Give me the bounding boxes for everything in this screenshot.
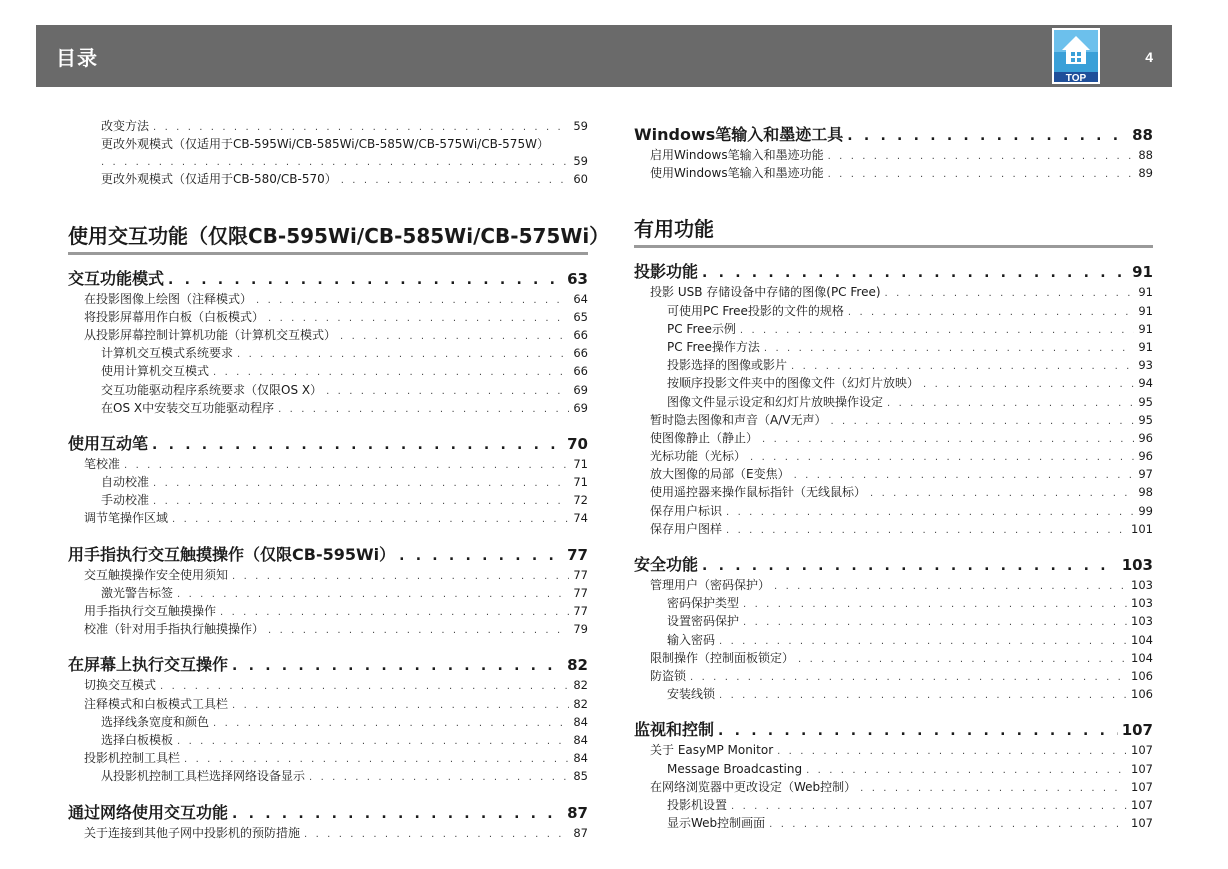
toc-entry[interactable]: 输入密码 . . . 104 bbox=[634, 632, 1153, 650]
toc-entry[interactable]: 放大图像的局部（E变焦） . . . 97 bbox=[634, 466, 1153, 484]
page-header bbox=[36, 25, 1172, 87]
toc-section-heading[interactable]: 安全功能 . . . 103 bbox=[634, 553, 1153, 577]
toc-entry[interactable]: 改变方法 . . . 59 bbox=[68, 118, 588, 136]
toc-left-column bbox=[68, 118, 610, 843]
toc-entry[interactable]: 保存用户图样 . . . 101 bbox=[634, 521, 1153, 539]
toc-entry[interactable]: 暂时隐去图像和声音（A/V无声） . . . 95 bbox=[634, 412, 1153, 430]
toc-section-heading[interactable]: Windows笔输入和墨迹工具 . . . 88 bbox=[634, 123, 1153, 147]
toc-entry[interactable]: 光标功能（光标） . . . 96 bbox=[634, 448, 1153, 466]
chapter-title: 使用交互功能（仅限CB-595Wi/CB-585Wi/CB-575Wi） bbox=[68, 220, 588, 255]
toc-entry[interactable]: 设置密码保护 . . . 103 bbox=[634, 613, 1153, 631]
toc-section-heading[interactable]: 通过网络使用交互功能 . . . 87 bbox=[68, 801, 588, 825]
toc-entry[interactable]: 关于连接到其他子网中投影机的预防措施 . . . 87 bbox=[68, 825, 588, 843]
toc-entry[interactable]: 投影 USB 存储设备中存储的图像(PC Free) . . . 91 bbox=[634, 284, 1153, 302]
toc-entry[interactable]: 校准（针对用手指执行触摸操作） . . . 79 bbox=[68, 621, 588, 639]
toc-entry[interactable]: 保存用户标识 . . . 99 bbox=[634, 503, 1153, 521]
toc-entry[interactable]: 选择白板模板 . . . 84 bbox=[68, 732, 588, 750]
toc-entry[interactable]: 使用计算机交互模式 . . . 66 bbox=[68, 363, 588, 381]
toc-entry[interactable]: 投影机设置 . . . 107 bbox=[634, 797, 1153, 815]
toc-entry[interactable]: 限制操作（控制面板锁定） . . . 104 bbox=[634, 650, 1153, 668]
toc-entry[interactable]: 投影机控制工具栏 . . . 84 bbox=[68, 750, 588, 768]
toc-entry[interactable]: 选择线条宽度和颜色 . . . 84 bbox=[68, 714, 588, 732]
toc-entry[interactable]: 在投影图像上绘图（注释模式） . . . 64 bbox=[68, 291, 588, 309]
chapter-title: 有用功能 bbox=[634, 213, 1153, 248]
toc-entry[interactable]: 计算机交互模式系统要求 . . . 66 bbox=[68, 345, 588, 363]
toc-entry[interactable]: 在网络浏览器中更改设定（Web控制） . . . 107 bbox=[634, 779, 1153, 797]
toc-entry[interactable]: 交互触摸操作安全使用须知 . . . 77 bbox=[68, 567, 588, 585]
top-label: TOP bbox=[1065, 73, 1087, 84]
toc-entry[interactable]: 从投影屏幕控制计算机功能（计算机交互模式） . . . 66 bbox=[68, 327, 588, 345]
toc-entry[interactable]: 更改外观模式（仅适用于CB-580/CB-570） . . . 60 bbox=[68, 171, 588, 189]
toc-entry[interactable]: 在OS X中安装交互功能驱动程序 . . . 69 bbox=[68, 400, 588, 418]
toc-entry[interactable]: 手动校准 . . . 72 bbox=[68, 492, 588, 510]
toc-section-heading[interactable]: 在屏幕上执行交互操作 . . . 82 bbox=[68, 653, 588, 677]
toc-section-heading[interactable]: 交互功能模式 . . . 63 bbox=[68, 267, 588, 291]
toc-entry[interactable]: 自动校准 . . . 71 bbox=[68, 474, 588, 492]
toc-entry[interactable]: 显示Web控制画面 . . . 107 bbox=[634, 815, 1153, 833]
toc-entry[interactable]: 关于 EasyMP Monitor . . . 107 bbox=[634, 742, 1153, 760]
toc-right-column bbox=[634, 123, 1153, 833]
toc-section-heading[interactable]: 用手指执行交互触摸操作（仅限CB-595Wi） . . . 77 bbox=[68, 543, 588, 567]
toc-entry[interactable]: 使用遥控器来操作鼠标指针（无线鼠标） . . . 98 bbox=[634, 484, 1153, 502]
toc-entry[interactable]: 使用Windows笔输入和墨迹功能 . . . 89 bbox=[634, 165, 1153, 183]
toc-sections bbox=[68, 267, 588, 843]
toc-entry[interactable]: 管理用户（密码保护） . . . 103 bbox=[634, 577, 1153, 595]
toc-entry[interactable]: 笔校准 . . . 71 bbox=[68, 456, 588, 474]
toc-entry[interactable]: 从投影机控制工具栏选择网络设备显示 . . . 85 bbox=[68, 768, 588, 786]
toc-entry[interactable]: 可使用PC Free投影的文件的规格 . . . 91 bbox=[634, 303, 1153, 321]
toc-section-heading[interactable]: 投影功能 . . . 91 bbox=[634, 260, 1153, 284]
toc-entry[interactable]: 用手指执行交互触摸操作 . . . 77 bbox=[68, 603, 588, 621]
toc-entry[interactable]: PC Free示例 . . . 91 bbox=[634, 321, 1153, 339]
home-icon bbox=[1052, 28, 1100, 84]
toc-entry[interactable]: Message Broadcasting . . . 107 bbox=[634, 761, 1153, 779]
toc-entry[interactable]: 注释模式和白板模式工具栏 . . . 82 bbox=[68, 696, 588, 714]
toc-entry[interactable]: 交互功能驱动程序系统要求（仅限OS X） . . . 69 bbox=[68, 382, 588, 400]
toc-entry[interactable]: 更改外观模式（仅适用于CB-595Wi/CB-585Wi/CB-585W/CB-575Wi/CB-575W） . . . 59 bbox=[68, 136, 588, 171]
toc-entry[interactable]: 激光警告标签 . . . 77 bbox=[68, 585, 588, 603]
page-title: 目录 bbox=[56, 46, 98, 70]
toc-section-heading[interactable]: 使用互动笔 . . . 70 bbox=[68, 432, 588, 456]
toc-entry[interactable]: 图像文件显示设定和幻灯片放映操作设定 . . . 95 bbox=[634, 394, 1153, 412]
toc-entry[interactable]: 启用Windows笔输入和墨迹功能 . . . 88 bbox=[634, 147, 1153, 165]
page-number: 4 bbox=[1145, 49, 1153, 65]
toc-sections bbox=[634, 260, 1153, 833]
toc-entry[interactable]: 调节笔操作区域 . . . 74 bbox=[68, 510, 588, 528]
toc-entry[interactable]: PC Free操作方法 . . . 91 bbox=[634, 339, 1153, 357]
top-button[interactable] bbox=[1052, 28, 1100, 84]
toc-entry[interactable]: 切换交互模式 . . . 82 bbox=[68, 677, 588, 695]
toc-entry[interactable]: 防盗锁 . . . 106 bbox=[634, 668, 1153, 686]
toc-entry[interactable]: 按顺序投影文件夹中的图像文件（幻灯片放映） . . . 94 bbox=[634, 375, 1153, 393]
toc-entry[interactable]: 密码保护类型 . . . 103 bbox=[634, 595, 1153, 613]
toc-entry[interactable]: 使图像静止（静止） . . . 96 bbox=[634, 430, 1153, 448]
toc-entry[interactable]: 安装线锁 . . . 106 bbox=[634, 686, 1153, 704]
toc-entry[interactable]: 将投影屏幕用作白板（白板模式） . . . 65 bbox=[68, 309, 588, 327]
toc-entry[interactable]: 投影选择的图像或影片 . . . 93 bbox=[634, 357, 1153, 375]
toc-section-heading[interactable]: 监视和控制 . . . 107 bbox=[634, 718, 1153, 742]
